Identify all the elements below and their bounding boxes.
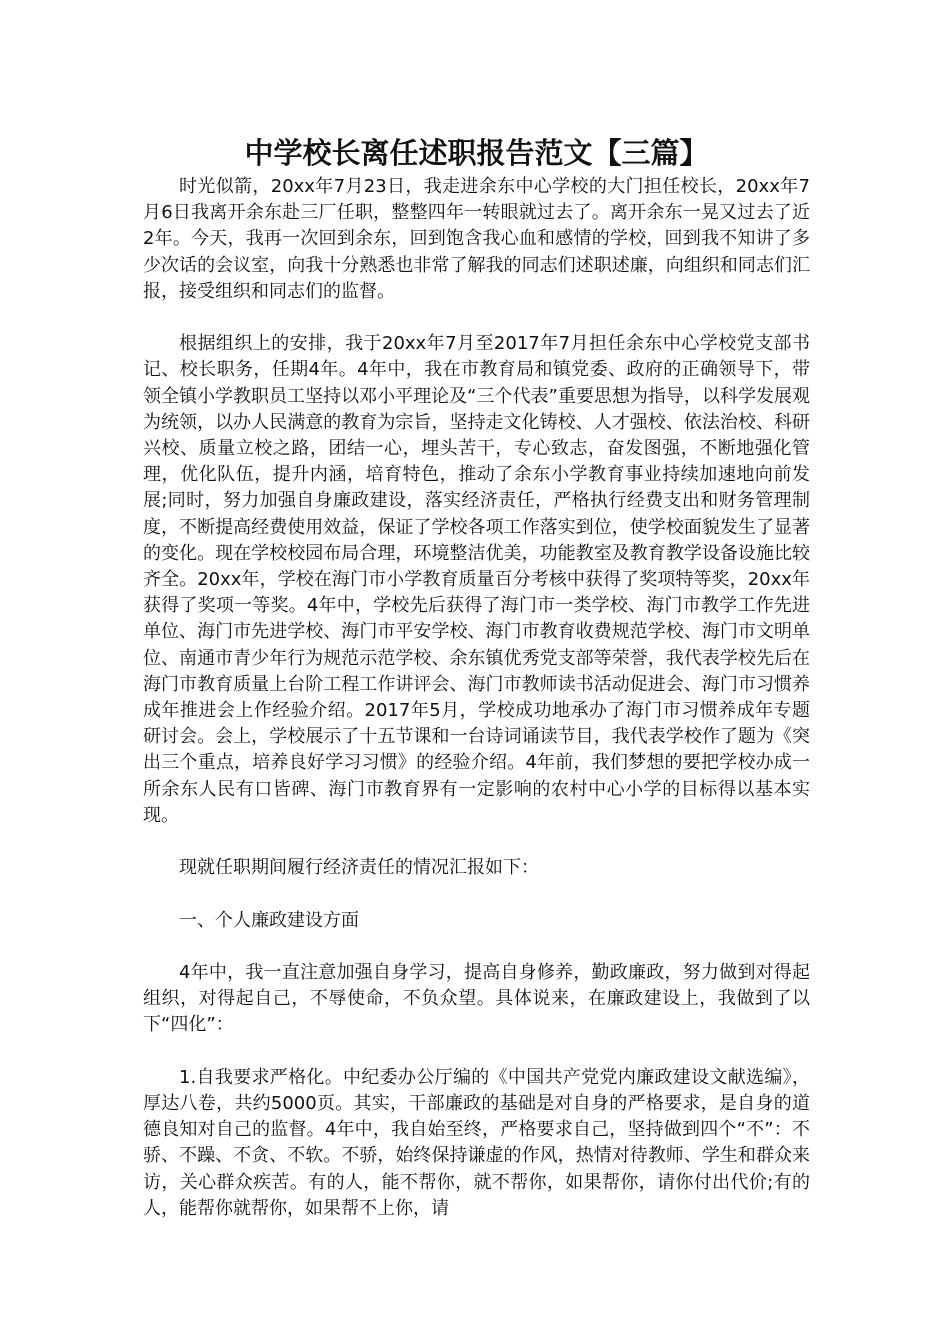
document-page	[143, 130, 810, 1222]
document-title: 中学校长离任述职报告范文【三篇】	[244, 136, 709, 170]
paragraph-self-discipline: 1.自我要求严格化。中纪委办公厅编的《中国共产党党内廉政建设文献选编》，厚达八卷，共约5000页。其实，干部廉政的基础是对自身的严格要求，是自身的道德良知对自己的监督。4年中，我自始至终，严格要求自己，坚持做到四个“不”：不骄、不躁、不贪、不软。不骄，始终保持谦虚的作风，热情对待教师、学生和群众来访，关心群众疾苦。有的人，能不帮你，就不帮你，如果帮你，请你付出代价;有的人，能帮你就帮你，如果帮不上你，请	[143, 1066, 810, 1219]
paragraph-report-intro: 现就任职期间履行经济责任的情况汇报如下：	[179, 857, 539, 879]
paragraph-tenure-summary: 根据组织上的安排，我于20xx年7月至2017年7月担任余东中心学校党支部书记、校长职务，任期4年。4年中，我在市教育局和镇党委、政府的正确领导下，带领全镇小学教职员工坚持以邓小平理论及“三个代表”重要思想为指导，以科学发展观为统领，以办人民满意的教育为宗旨，坚持走文化铸校、人才强校、依法治校、科研兴校、质量立校之路，团结一心，埋头苦干，专心致志，奋发图强，不断地强化管理，优化队伍，提升内涵，培育特色，推动了余东小学教育事业持续加速地向前发展;同时，努力加强自身廉政建设，落实经济责任，严格执行经费支出和财务管理制度，不断提高经费使用效益，保证了学校各项工作落实到位，使学校面貌发生了显著的变化。现在学校校园布局合理，环境整洁优美，功能教室及教育教学设备设施比较齐全。20xx年，学校在海门市小学教育质量百分考核中获得了奖项特等奖，20xx年获得了奖项一等奖。4年中，学校先后获得了海门市一类学校、海门市教学工作先进单位、海门市先进学校、海门市平安学校、海门市教育收费规范学校、海门市文明单位、南通市青少年行为规范示范学校、余东镇优秀党支部等荣誉，我代表学校先后在海门市教育质量上台阶工程工作讲评会、海门市教师读书活动促进会、海门市习惯养成年推进会上作经验介绍。2017年5月，学校成功地承办了海门市习惯养成年专题研讨会。会上，学校展示了十五节课和一台诗词诵读节目，我代表学校作了题为《突出三个重点，培养良好学习习惯》的经验介绍。4年前，我们梦想的要把学校办成一所余东人民有口皆碑、海门市教育界有一定影响的农村中心小学的目标得以基本实现。	[143, 333, 810, 826]
paragraph-four-principles: 4年中，我一直注意加强自身学习，提高自身修养，勤政廉政，努力做到对得起组织，对得起自己，不辱使命，不负众望。具体说来，在廉政建设上，我做到了以下“四化”：	[143, 962, 810, 1036]
section-heading-integrity: 一、个人廉政建设方面	[179, 909, 359, 931]
paragraph-intro: 时光似箭，20xx年7月23日，我走进余东中心学校的大门担任校长，20xx年7月6日我离开余东赴三厂任职，整整四年一转眼就过去了。离开余东一晃又过去了近2年。今天，我再一次回到余东，回到饱含我心血和感情的学校，回到我不知讲了多少次话的会议室，向我十分熟悉也非常了解我的同志们述职述廉，向组织和同志们汇报，接受组织和同志们的监督。	[143, 176, 810, 302]
